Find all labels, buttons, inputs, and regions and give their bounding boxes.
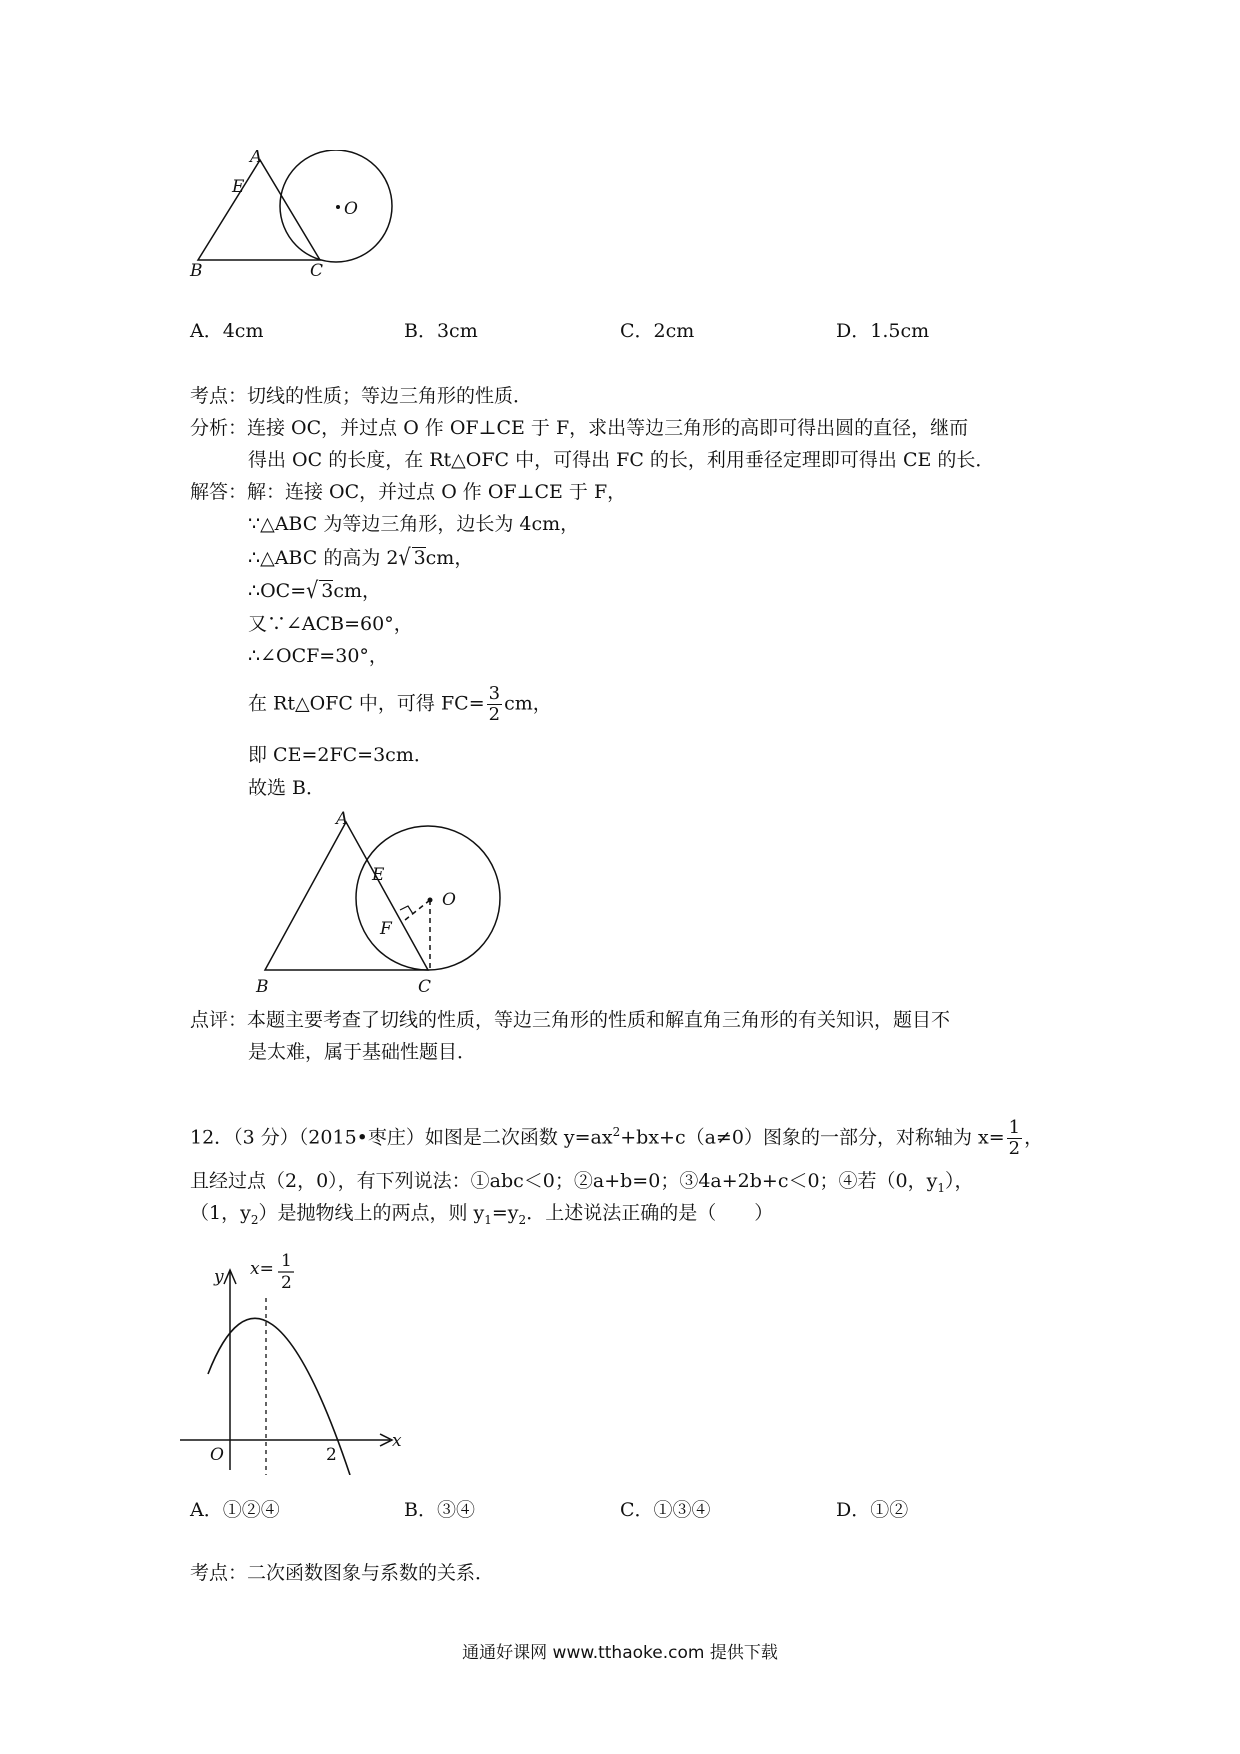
fig1-label-E: E — [232, 177, 245, 197]
q11-option-a: A．4cm — [190, 320, 264, 342]
q11-jieda-1: 解答：解：连接 OC，并过点 O 作 OF⊥CE 于 F， — [190, 481, 627, 503]
page-footer: 通通好课网 www.tthaoke.com 提供下载 — [462, 1643, 778, 1663]
q12-line-3: （1，$y_2$）是抛物线上的两点，则 $y_1=y_2$．上述说法正确的是（ ） — [190, 1202, 774, 1227]
fig2-label-O: O — [442, 890, 456, 910]
fig2-label-B: B — [256, 977, 269, 997]
q12-line-2: 且经过点（2，0），有下列说法：①abc＜0；②a+b=0；③4a+2b+c＜0；④若（0，$y_1$）， — [190, 1170, 974, 1195]
q11-step-6: ∴∠OCF=30°， — [248, 645, 388, 667]
figure-triangle-circle-2 — [250, 810, 510, 1005]
fig2-label-E: E — [372, 865, 385, 885]
q11-step-3: ∴△ABC 的高为 2√ 3cm， — [248, 544, 474, 572]
fig1-label-C: C — [310, 261, 324, 281]
q12-kaodian: 考点：二次函数图象与系数的关系． — [190, 1562, 495, 1584]
fig2-label-F: F — [380, 919, 392, 939]
fig3-label-xeq: x= — [250, 1259, 274, 1279]
fig1-label-B: B — [190, 261, 203, 281]
q12-option-d: D．①② — [836, 1499, 909, 1521]
q12-option-a: A．①②④ — [190, 1499, 280, 1521]
fig2-label-C: C — [418, 977, 432, 997]
q11-fenxi-2: 得出 OC 的长度，在 Rt△OFC 中，可得出 FC 的长，利用垂径定理即可得出 CE 的长． — [248, 449, 995, 471]
fig3-label-num: 1 — [281, 1251, 292, 1271]
fig3-label-O: O — [210, 1445, 224, 1465]
q11-dianping-1: 点评：本题主要考查了切线的性质，等边三角形的性质和解直角三角形的有关知识，题目不 — [190, 1009, 951, 1031]
q11-step-8: 即 CE=2FC=3cm． — [248, 744, 433, 766]
fig3-label-y: y — [214, 1267, 224, 1287]
q11-option-b: B．3cm — [404, 320, 478, 342]
q11-step-4: ∴OC=√ 3cm， — [248, 577, 381, 605]
q12-option-c: C．①③④ — [620, 1499, 711, 1521]
fig1-label-A: A — [250, 150, 263, 167]
figure-triangle-circle-1 — [180, 150, 420, 315]
q11-step-5: 又∵∠ACB=60°， — [248, 613, 413, 635]
fraction-1-2: $\frac{1}{2}$ — [1008, 1117, 1021, 1159]
q12-line-1: 12．（3 分）（2015•枣庄）如图是二次函数 $y=ax^2+bx+c(a\ne 0)$图象的一部分，对称轴为 x= $\frac{1}{2}$ ， — [190, 1117, 1044, 1159]
q11-kaodian: 考点：切线的性质；等边三角形的性质． — [190, 385, 533, 407]
fig2-label-A: A — [336, 810, 349, 829]
q11-option-c: C．2cm — [620, 320, 695, 342]
q11-option-d: D．1.5cm — [836, 320, 930, 342]
q11-fenxi-1: 分析：连接 OC，并过点 O 作 OF⊥CE 于 F，求出等边三角形的高即可得出圆的直径，继而 — [190, 417, 969, 439]
fig1-label-O: O — [344, 199, 358, 219]
q11-step-2: ∵△ABC 为等边三角形，边长为 4cm， — [248, 513, 580, 535]
q12-option-b: B．③④ — [404, 1499, 475, 1521]
fig3-label-den: 2 — [281, 1273, 292, 1293]
fig3-label-2: 2 — [326, 1445, 337, 1465]
q11-dianping-2: 是太难，属于基础性题目． — [248, 1041, 477, 1063]
figure-parabola — [180, 1250, 410, 1475]
q11-step-7: 在 Rt△OFC 中，可得 FC= $\frac{3}{2}$ cm， — [248, 683, 552, 725]
q11-step-9: 故选 B． — [248, 777, 326, 799]
fraction-3-2: $\frac{3}{2}$ — [488, 683, 501, 725]
fig3-label-x: x — [392, 1431, 402, 1451]
